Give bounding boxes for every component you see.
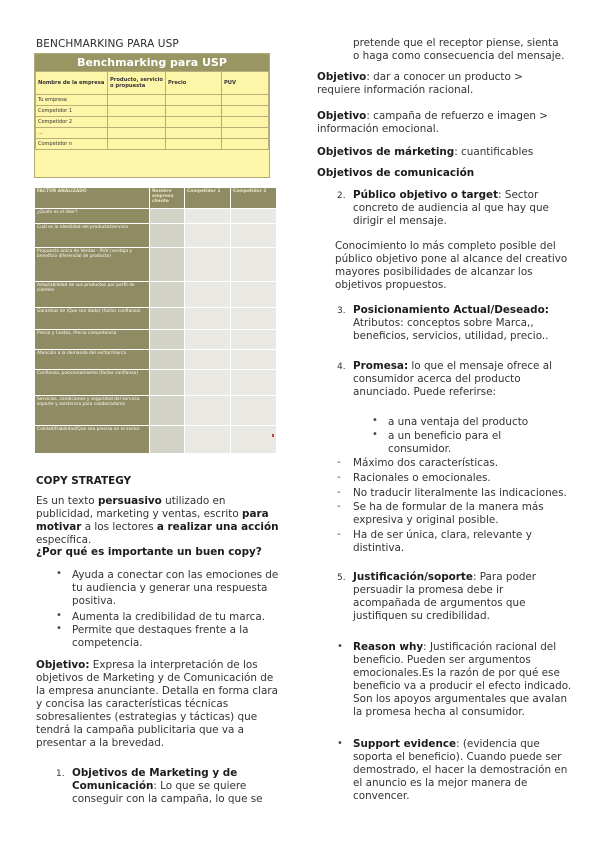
table-header: PUV	[222, 72, 269, 95]
list-item: Ayuda a conectar con las emociones de tu audiencia y generar una respuesta positiva.	[72, 569, 279, 607]
list-item: Permite que destaques frente a la competencia.	[72, 624, 249, 649]
bullet-icon: •	[372, 415, 378, 426]
why-heading: ¿Por qué es importante un buen copy?	[36, 546, 262, 558]
list-number: 5.	[337, 573, 346, 583]
table-row: Competidor n	[36, 139, 108, 150]
objetivo-2: Objetivo: campaña de refuerzo e imagen > información emocional.	[317, 110, 548, 135]
dash-icon: -	[337, 487, 341, 498]
dash-icon: -	[337, 529, 341, 540]
table-row: ¿Quién es el líder?	[35, 209, 150, 224]
objetivo-4: Objetivos de comunicación	[317, 167, 475, 179]
list-item: Reason why: Justificación racional del beneficio. Pueden ser argumentos emocionales.Es la razón de por qué ese beneficio va a producir el efecto indicado. Son los apoyos argumentales que avalan la promesa hecha al consumidor.	[353, 641, 572, 718]
red-mark	[272, 434, 274, 437]
table-row: Competidor 1	[36, 106, 108, 117]
list-item: a un beneficio para el consumidor.	[388, 430, 502, 455]
table-row: Competidor 2	[36, 117, 108, 128]
table-row: Confianza, posicionamiento (factor confianza)	[35, 370, 150, 396]
list-item: Aumenta la credibilidad de tu marca.	[72, 611, 266, 623]
table-header: Precio	[166, 72, 222, 95]
list-item: Público objetivo o target: Sector concreto de audiencia al que hay que dirigir el mensaje.	[353, 189, 549, 227]
bullet-icon: •	[372, 429, 378, 440]
objetivo-3: Objetivos de márketing: cuantificables	[317, 146, 534, 158]
list-item: Support evidence: (evidencia que soporta el beneficio). Cuando puede ser demostrado, el hacer la demostración en el anuncio es la mejor manera de convencer.	[353, 738, 568, 802]
list-item: Justificación/soporte: Para poder persuadir la promesa debe ir acompañada de argumentos que justifiquen su credibilidad.	[353, 571, 537, 622]
table-row: Calidad/Fiabilidad/Que sea precisa en el sector	[35, 426, 150, 454]
table-row: Precio y Costos, Precio competencia	[35, 330, 150, 350]
objetivo-1: Objetivo: dar a conocer un producto > requiere información racional.	[317, 71, 523, 96]
table-row: Atención a la demanda del sector/marca	[35, 350, 150, 370]
list-item: a una ventaja del producto	[388, 416, 529, 428]
list-item: No traducir literalmente las indicaciones.	[353, 487, 567, 499]
table-row: Tu empresa	[36, 95, 108, 106]
table-header: Competidor 2	[231, 188, 277, 209]
list-item: Se ha de formular de la manera más expresiva y original posible.	[353, 501, 544, 526]
table-row: Adaptabilidad de sus productos por perfil de clientes	[35, 282, 150, 308]
benchmarking-table-title: Benchmarking para USP	[35, 54, 269, 71]
dash-icon: -	[337, 457, 341, 468]
copy-strategy-heading: COPY STRATEGY	[36, 475, 132, 487]
list-number: 4.	[337, 362, 346, 372]
table-row: Servicios, condiciones y seguridad del servicio, soporte y asistencia para colaboradores	[35, 396, 150, 426]
list-item: Objetivos de Marketing y de Comunicación: Lo que se quiere conseguir con la campaña, lo que se	[72, 767, 263, 805]
bullet-icon: •	[56, 610, 62, 621]
list-item: Máximo dos características.	[353, 457, 499, 469]
table-header: Competidor 1	[185, 188, 231, 209]
list-item: Promesa: lo que el mensaje ofrece al consumidor acerca del producto anunciado. Puede referirse:	[353, 360, 552, 398]
bullet-icon: •	[337, 641, 343, 652]
bullet-icon: •	[56, 623, 62, 634]
table-header: Nombre empresa cliente	[150, 188, 185, 209]
list-number: 1.	[56, 769, 65, 779]
bullet-icon: •	[337, 738, 343, 749]
list-item: Ha de ser única, clara, relevante y distintiva.	[353, 529, 532, 554]
benchmarking-table	[34, 53, 270, 178]
conocimiento-paragraph: Conocimiento lo más completo posible del público objetivo pone al alcance del creativo mayores posibilidades de alcanzar los objetivos propuestos.	[335, 240, 568, 291]
list-item: Posicionamiento Actual/Deseado: Atributos: conceptos sobre Marca,, beneficios, servicios, utilidad, precio..	[353, 304, 549, 342]
copy-intro: Es un texto persuasivo utilizado en publicidad, marketing y ventas, escrito para motivar a los lectores a realizar una acción específica.	[36, 495, 279, 546]
table-row: ...	[36, 128, 108, 139]
dash-icon: -	[337, 501, 341, 512]
factor-table	[34, 187, 277, 451]
page-title: BENCHMARKING PARA USP	[36, 38, 179, 50]
list-item: Racionales o emocionales.	[353, 472, 491, 484]
table-row: Propuesta única de Ventas - PUV (ventaja y beneficio diferencial de producto)	[35, 248, 150, 282]
dash-icon: -	[337, 472, 341, 483]
list-number: 2.	[337, 191, 346, 201]
table-header: Producto, servicio o propuesta	[108, 72, 166, 95]
objetivo-paragraph: Objetivo: Expresa la interpretación de los objetivos de Marketing y de Comunicación de la empresa anunciante. Detalla en forma clara y concisa las características técnicas sobresalientes (estrategias y tácticas) que tendrá la campaña publicitaria que va a presentar a la brevedad.	[36, 659, 278, 749]
list-number: 3.	[337, 306, 346, 316]
continued-text: pretende que el receptor piense, sienta o haga como consecuencia del mensaje.	[353, 37, 565, 62]
bullet-icon: •	[56, 568, 62, 579]
table-header: Nombre de la empresa	[36, 72, 108, 95]
table-row: Garantías de (Que son dado) (factor confianza)	[35, 308, 150, 330]
table-header: FACTOR ANALIZADO	[35, 188, 150, 209]
table-row: Cuál es la identidad del producto/servicio	[35, 224, 150, 248]
